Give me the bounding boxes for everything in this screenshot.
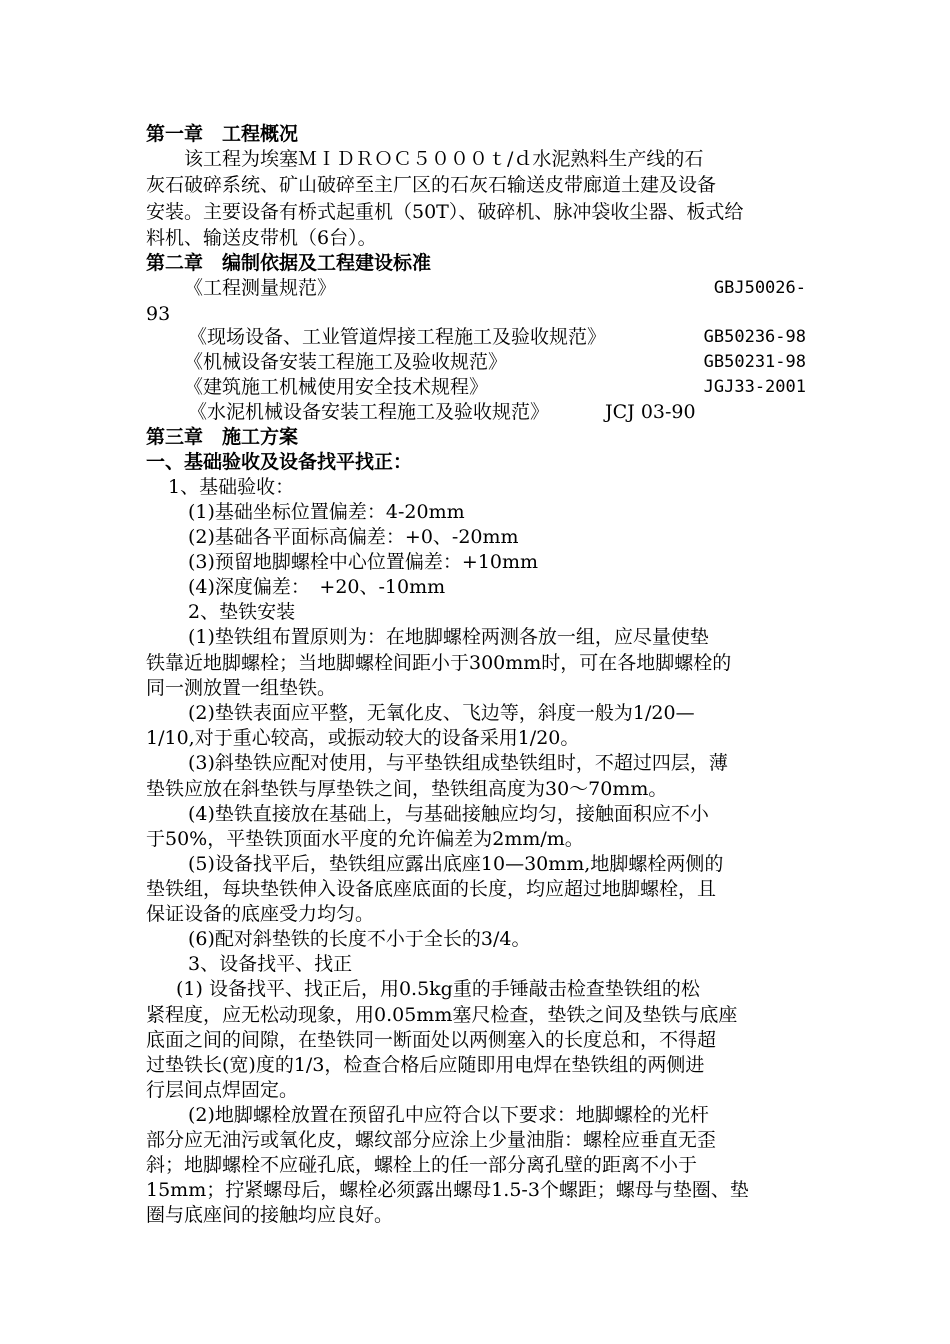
list-item: (3)预留地脚螺栓中心位置偏差：+10mm bbox=[188, 551, 539, 573]
list-item: (4)深度偏差： +20、-10mm bbox=[188, 576, 446, 598]
paragraph-line: 于50%，平垫铁顶面水平度的允许偏差为2mm/m。 bbox=[146, 828, 584, 850]
reference-name: 《机械设备安装工程施工及验收规范》 bbox=[184, 351, 508, 373]
reference-name: 《水泥机械设备安装工程施工及验收规范》 bbox=[188, 401, 550, 423]
paragraph-line: 斜；地脚螺栓不应碰孔底，螺栓上的任一部分离孔壁的距离不小于 bbox=[146, 1154, 698, 1176]
subsection-heading: 3、设备找平、找正 bbox=[188, 953, 353, 975]
reference-code: GBJ50026- bbox=[713, 278, 806, 298]
subsection-heading: 2、垫铁安装 bbox=[188, 601, 296, 623]
reference-row bbox=[146, 325, 806, 349]
section-heading: 一、基础验收及设备找平找正： bbox=[146, 451, 413, 473]
paragraph-line: 过垫铁长(宽)度的1/3，检查合格后应随即用电焊在垫铁组的两侧进 bbox=[146, 1054, 705, 1076]
chapter1-para-line: 料机、输送皮带机（6台）。 bbox=[146, 227, 377, 249]
subsection-heading: 1、基础验收： bbox=[168, 476, 295, 498]
paragraph-line: 铁靠近地脚螺栓；当地脚螺栓间距小于300mm时，可在各地脚螺栓的 bbox=[146, 652, 732, 674]
reference-name: 《建筑施工机械使用安全技术规程》 bbox=[184, 376, 489, 398]
paragraph-line: 部分应无油污或氧化皮，螺纹部分应涂上少量油脂：螺栓应垂直无歪 bbox=[146, 1129, 717, 1151]
paragraph-line: (6)配对斜垫铁的长度不小于全长的3/4。 bbox=[188, 928, 531, 950]
paragraph-line: (1) 设备找平、找正后，用0.5kg重的手锤敲击检查垫铁组的松 bbox=[176, 978, 700, 1000]
reference-code: GB50236-98 bbox=[703, 327, 806, 347]
reference-code-wrap: 93 bbox=[146, 303, 171, 325]
chapter1-title: 第一章 工程概况 bbox=[146, 123, 299, 145]
chapter3-title: 第三章 施工方案 bbox=[146, 426, 299, 448]
paragraph-line: 保证设备的底座受力均匀。 bbox=[146, 903, 375, 925]
reference-name: 《现场设备、工业管道焊接工程施工及验收规范》 bbox=[188, 326, 607, 348]
reference-row bbox=[146, 350, 806, 374]
chapter2-title: 第二章 编制依据及工程建设标准 bbox=[146, 252, 432, 274]
paragraph-line: (5)设备找平后，垫铁组应露出底座10—30mm,地脚螺栓两侧的 bbox=[188, 853, 724, 875]
paragraph-line: (2)地脚螺栓放置在预留孔中应符合以下要求：地脚螺栓的光杆 bbox=[188, 1104, 709, 1126]
chapter1-para-line: 灰石破碎系统、矿山破碎至主厂区的石灰石输送皮带廊道土建及设备 bbox=[146, 174, 717, 196]
paragraph-line: 15mm；拧紧螺母后，螺栓必须露出螺母1.5-3个螺距；螺母与垫圈、垫 bbox=[146, 1179, 749, 1201]
paragraph-line: (4)垫铁直接放在基础上，与基础接触应均匀，接触面积应不小 bbox=[188, 803, 709, 825]
reference-row bbox=[146, 276, 806, 300]
reference-row bbox=[146, 400, 806, 424]
paragraph-line: 垫铁组，每块垫铁伸入设备底座底面的长度，均应超过地脚螺栓，且 bbox=[146, 878, 717, 900]
reference-row bbox=[146, 375, 806, 399]
reference-code: GB50231-98 bbox=[703, 352, 806, 372]
chapter1-para-line: 该工程为埃塞ＭＩＤＲＯＣ５０００ｔ/ｄ水泥熟料生产线的石 bbox=[184, 148, 704, 170]
reference-code: JCJ 03-90 bbox=[605, 401, 696, 423]
paragraph-line: 圈与底座间的接触均应良好。 bbox=[146, 1204, 394, 1226]
paragraph-line: 紧程度，应无松动现象，用0.05mm塞尺检查，垫铁之间及垫铁与底座 bbox=[146, 1004, 738, 1026]
chapter1-para-line: 安装。主要设备有桥式起重机（50T）、破碎机、脉冲袋收尘器、板式给 bbox=[146, 201, 744, 223]
paragraph-line: 垫铁应放在斜垫铁与厚垫铁之间，垫铁组高度为30～70mm。 bbox=[146, 778, 668, 800]
reference-code: JGJ33-2001 bbox=[703, 377, 806, 397]
paragraph-line: 行层间点焊固定。 bbox=[146, 1079, 299, 1101]
paragraph-line: 底面之间的间隙，在垫铁同一断面处以两侧塞入的长度总和，不得超 bbox=[146, 1029, 717, 1051]
reference-name: 《工程测量规范》 bbox=[184, 277, 337, 299]
list-item: (1)基础坐标位置偏差：4-20mm bbox=[188, 501, 465, 523]
list-item: (2)基础各平面标高偏差：+0、-20mm bbox=[188, 526, 519, 548]
paragraph-line: (1)垫铁组布置原则为：在地脚螺栓两测各放一组，应尽量使垫 bbox=[188, 626, 709, 648]
paragraph-line: 1/10,对于重心较高，或振动较大的设备采用1/20。 bbox=[146, 727, 580, 749]
paragraph-line: 同一测放置一组垫铁。 bbox=[146, 677, 337, 699]
paragraph-line: (2)垫铁表面应平整，无氧化皮、飞边等，斜度一般为1/20— bbox=[188, 702, 695, 724]
paragraph-line: (3)斜垫铁应配对使用，与平垫铁组成垫铁组时，不超过四层，薄 bbox=[188, 752, 728, 774]
